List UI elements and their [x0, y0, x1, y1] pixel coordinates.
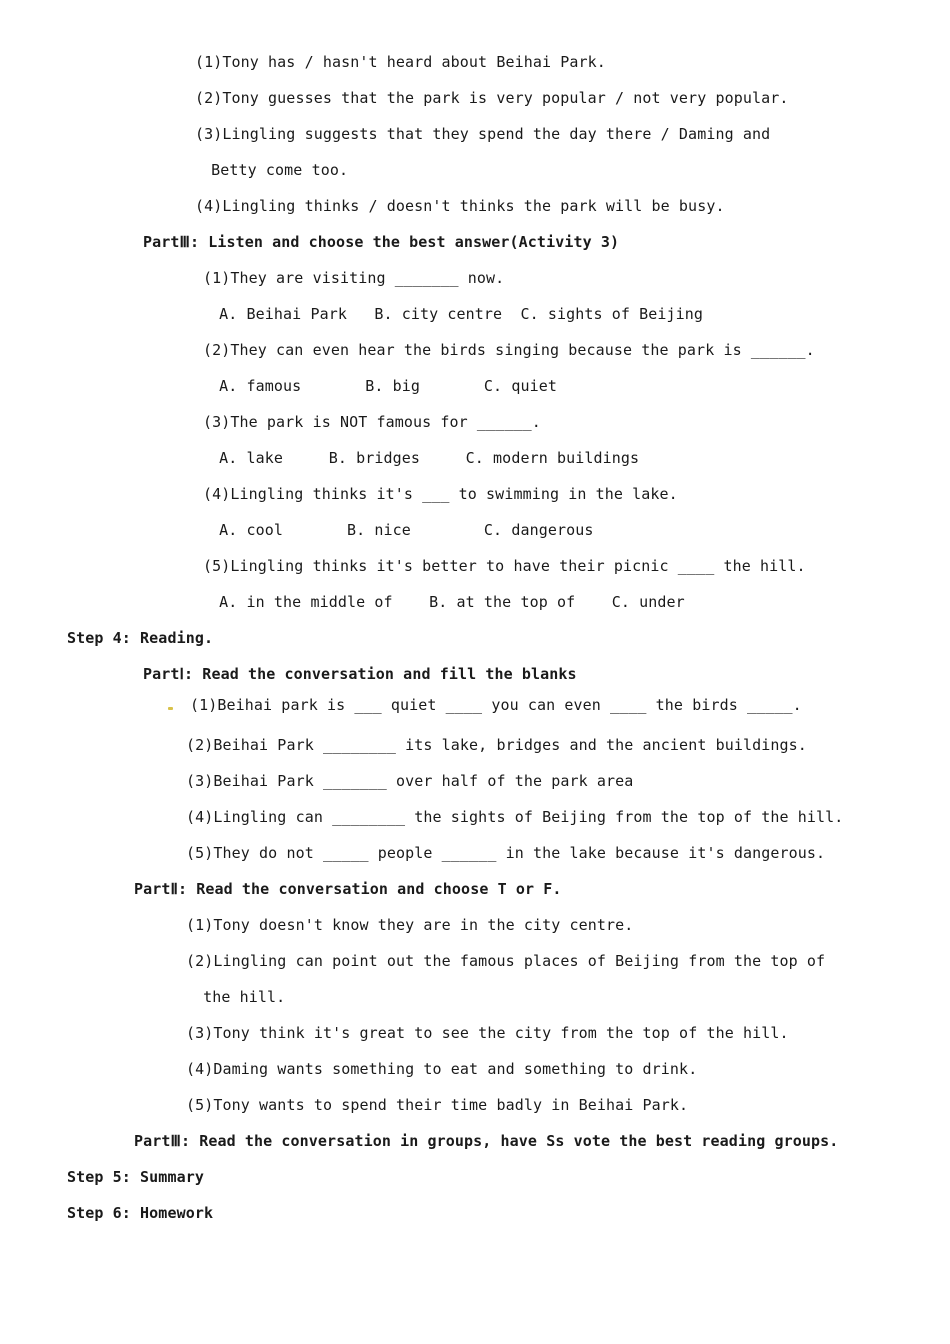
mc-question-5: (5)Lingling thinks it's better to have their picnic ____ the hill. — [203, 557, 806, 575]
blank-item-3: (3)Beihai Park _______ over half of the park area — [186, 772, 634, 790]
blank-item-4: (4)Lingling can ________ the sights of Beijing from the top of the hill. — [186, 808, 844, 826]
reading-tf-item-2-cont: the hill. — [194, 988, 286, 1006]
blank-item-5: (5)They do not _____ people ______ in the lake because it's dangerous. — [186, 844, 826, 862]
step4-heading: Step 4: Reading. — [67, 629, 214, 647]
reading-tf-item-3: (3)Tony think it's great to see the city from the top of the hill. — [186, 1024, 789, 1042]
blank-item-1: (1)Beihai park is ___ quiet ____ you can even ____ the birds _____. — [190, 696, 802, 714]
part3-listen-heading: PartⅢ: Listen and choose the best answer(Activity 3) — [143, 233, 620, 251]
mc-options-1: A. Beihai Park B. city centre C. sights of Beijing — [210, 305, 704, 323]
tf-item-4: (4)Lingling thinks / doesn't thinks the park will be busy. — [195, 197, 725, 215]
tf-item-3: (3)Lingling suggests that they spend the day there / Daming and — [195, 125, 771, 143]
blank-item-2: (2)Beihai Park ________ its lake, bridges and the ancient buildings. — [186, 736, 807, 754]
annotation-mark — [168, 707, 173, 710]
reading-part1-heading: PartⅠ: Read the conversation and fill the blanks — [143, 665, 577, 683]
mc-options-4: A. cool B. nice C. dangerous — [210, 521, 594, 539]
mc-options-3: A. lake B. bridges C. modern buildings — [210, 449, 640, 467]
reading-part3-heading: PartⅢ: Read the conversation in groups, have Ss vote the best reading groups. — [134, 1132, 839, 1150]
step6-heading: Step 6: Homework — [67, 1204, 214, 1222]
reading-tf-item-2: (2)Lingling can point out the famous places of Beijing from the top of — [186, 952, 826, 970]
tf-item-1: (1)Tony has / hasn't heard about Beihai Park. — [195, 53, 606, 71]
reading-tf-item-1: (1)Tony doesn't know they are in the city centre. — [186, 916, 634, 934]
tf-item-2: (2)Tony guesses that the park is very popular / not very popular. — [195, 89, 789, 107]
step5-heading: Step 5: Summary — [67, 1168, 204, 1186]
reading-tf-item-5: (5)Tony wants to spend their time badly in Beihai Park. — [186, 1096, 689, 1114]
tf-item-3-cont: Betty come too. — [202, 161, 349, 179]
mc-question-3: (3)The park is NOT famous for ______. — [203, 413, 541, 431]
reading-part2-heading: PartⅡ: Read the conversation and choose T or F. — [134, 880, 562, 898]
mc-question-4: (4)Lingling thinks it's ___ to swimming in the lake. — [203, 485, 678, 503]
reading-tf-item-4: (4)Daming wants something to eat and something to drink. — [186, 1060, 698, 1078]
mc-options-2: A. famous B. big C. quiet — [210, 377, 557, 395]
mc-question-2: (2)They can even hear the birds singing because the park is ______. — [203, 341, 815, 359]
mc-question-1: (1)They are visiting _______ now. — [203, 269, 505, 287]
mc-options-5: A. in the middle of B. at the top of C. under — [210, 593, 685, 611]
